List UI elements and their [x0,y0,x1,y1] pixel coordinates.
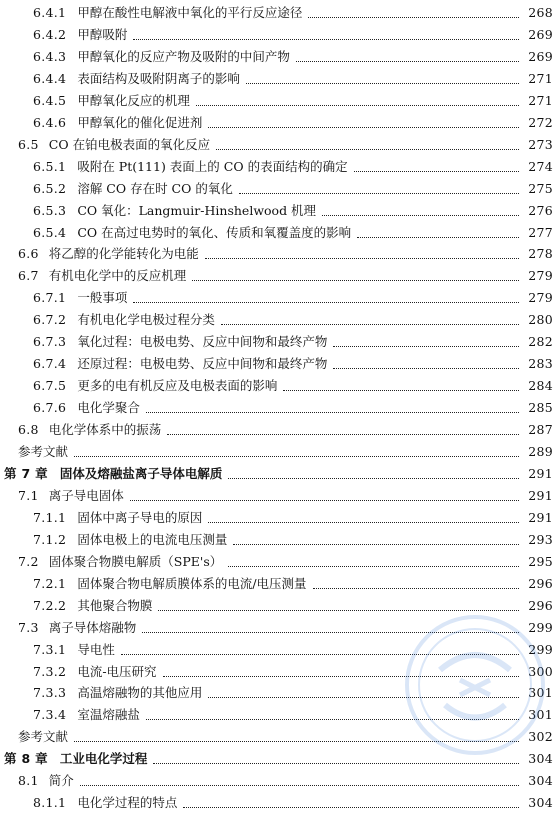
toc-row [0,134,557,156]
toc-page-number: 269 [528,48,553,64]
toc-entry-title: 固体聚合物电解质膜体系的电流/电压测量 [77,575,307,591]
toc-entry-number: 7.2 [18,553,39,569]
toc-entry-title: 固体电极上的电流电压测量 [77,531,228,547]
toc-entry-number: 6.6 [18,246,39,262]
toc-page-number: 304 [528,773,553,789]
dot-leader [153,762,519,764]
toc-page-number: 275 [528,180,553,196]
toc-entry-title: 离子导体熔融物 [48,619,137,635]
toc-references-row [0,726,557,748]
toc-entry-title: 室温熔融盐 [77,707,140,723]
toc-entry-number: 7.3.4 [33,707,67,723]
toc-page-number: 284 [528,378,553,394]
toc-page-number: 299 [528,641,553,657]
dot-leader [208,521,519,523]
toc-entry-title: 参考文献 [18,444,69,459]
toc-entry-title: 还原过程：电极电势、反应中间物和最终产物 [77,356,328,372]
toc-entry-number: 6.4.3 [33,48,67,64]
toc-row [0,112,557,134]
toc-page-number: 277 [528,224,553,240]
toc-entry-number: 6.7.1 [33,290,67,306]
toc-entry-title: CO 在高过电势时的氧化、传质和氧覆盖度的影响 [77,224,352,240]
toc-entry-number: 6.7.2 [33,312,67,328]
toc-chapter-row [0,463,557,485]
toc-entry-title: CO 在铂电极表面的氧化反应 [48,136,211,152]
toc-row [0,90,557,112]
toc-row [0,331,557,353]
toc-page-number: 276 [528,202,553,218]
toc-page-number: 278 [528,246,553,262]
toc-page-number: 293 [528,531,553,547]
toc-entry-number: 6.7.4 [33,356,67,372]
toc-page-number: 287 [528,422,553,438]
dot-leader [192,279,519,281]
dot-leader [74,455,519,457]
toc-entry-title: 导电性 [77,641,115,657]
toc-row [0,24,557,46]
toc-page-number: 301 [528,685,553,701]
toc-entry-title: 固体中离子导电的原因 [77,509,203,525]
toc-entry-number: 6.4.4 [33,70,67,86]
dot-leader [322,214,519,216]
toc-entry-number: 7.3 [18,619,39,635]
dot-leader [228,477,519,479]
toc-row [0,704,557,726]
toc-entry-title: 甲醇吸附 [77,26,128,42]
toc-entry-title: 参考文献 [18,729,69,745]
toc-entry-number: 8.1.1 [33,795,67,811]
toc-row [0,792,557,814]
toc-page-number: 300 [528,663,553,679]
toc-entry-title: 溶解 CO 存在时 CO 的氧化 [77,180,233,196]
toc-row [0,551,557,573]
toc-entry-title: 甲醇氧化反应的机理 [77,92,190,108]
toc-entry-number: 7.3.3 [33,685,67,701]
toc-page-number: 285 [528,400,553,416]
dot-leader [246,82,519,84]
toc-entry-title: 固体及熔融盐离子导体电解质 [59,465,223,481]
dot-leader [333,345,519,347]
toc-page-number: 304 [528,795,553,811]
dot-leader [308,16,519,18]
toc-entry-number: 6.8 [18,422,39,438]
dot-leader [354,170,519,172]
toc-row [0,46,557,68]
dot-leader [196,104,519,106]
toc-row [0,375,557,397]
dot-leader [208,696,519,698]
toc-page-number: 269 [528,26,553,42]
toc-chapter-row [0,748,557,770]
toc-entry-title: 电化学聚合 [77,400,140,416]
toc-page-number: 283 [528,356,553,372]
toc-row [0,529,557,551]
toc-entry-title: 电化学体系中的振荡 [48,422,162,438]
dot-leader [333,367,519,369]
toc-entry-number: 6.7.3 [33,334,67,350]
toc-entry-number: 6.7.6 [33,400,67,416]
toc-page-number: 272 [528,114,553,130]
toc-row [0,573,557,595]
toc-entry-title: CO 氧化：Langmuir-Hinshelwood 机理 [77,202,317,218]
dot-leader [146,411,519,413]
dot-leader [228,565,519,567]
toc-row [0,309,557,331]
toc-entry-number: 6.5.4 [33,224,67,240]
toc-entry-number: 8.1 [18,773,39,789]
dot-leader [183,806,519,808]
toc-entry-title: 一般事项 [77,290,128,306]
toc-entry-title: 离子导电固体 [48,487,124,503]
toc-entry-number: 7.1.1 [33,509,67,525]
toc-entry-number: 6.5.1 [33,158,67,174]
toc-entry-title: 有机电化学电极过程分类 [77,312,215,328]
dot-leader [146,718,519,720]
toc-page-number: 296 [528,575,553,591]
toc-page-number: 299 [528,619,553,635]
toc-page-number: 304 [528,751,553,767]
toc-page-number: 295 [528,553,553,569]
toc-entry-title: 吸附在 Pt(111) 表面上的 CO 的表面结构的确定 [77,158,348,174]
toc-page-number: 302 [528,729,553,745]
toc-row [0,617,557,639]
toc-entry-number: 7.2.1 [33,575,67,591]
toc-page-number: 271 [528,70,553,86]
toc-row [0,156,557,178]
toc-row [0,661,557,683]
dot-leader [142,631,519,633]
toc-row [0,353,557,375]
toc-row [0,507,557,529]
dot-leader [163,675,519,677]
toc-page-number: 271 [528,92,553,108]
toc-entry-number: 6.5 [18,136,39,152]
dot-leader [133,38,519,40]
toc-page-number: 268 [528,5,553,20]
toc-row [0,222,557,244]
toc-entry-title: 工业电化学过程 [59,751,148,767]
toc-row [0,243,557,265]
dot-leader [80,784,519,786]
toc-row [0,265,557,287]
toc-row [0,485,557,507]
toc-entry-number: 第 8 章 [4,751,48,767]
toc-page-number: 279 [528,290,553,306]
toc-entry-title: 固体聚合物膜电解质（SPE's） [48,553,223,569]
toc-entry-title: 更多的电有机反应及电极表面的影响 [77,378,278,394]
dot-leader [233,543,519,545]
toc-entry-number: 6.4.6 [33,114,67,130]
dot-leader [208,126,519,128]
dot-leader [296,60,519,62]
dot-leader [313,587,519,589]
toc-entry-number: 7.1.2 [33,531,67,547]
toc-entry-number: 6.5.3 [33,202,67,218]
toc-row [0,595,557,617]
toc-entry-number: 6.5.2 [33,180,67,196]
toc-page-number: 280 [528,312,553,328]
toc-page-number: 279 [528,268,553,284]
toc-entry-number: 7.3.2 [33,663,67,679]
toc-entry-title: 表面结构及吸附阴离子的影响 [77,70,240,86]
toc-row [0,397,557,419]
dot-leader [216,148,519,150]
toc-entry-title: 电化学过程的特点 [77,795,178,811]
toc-entry-title: 有机电化学中的反应机理 [48,268,187,284]
toc-entry-title: 甲醇在酸性电解液中氧化的平行反应途径 [77,5,303,20]
toc-row [0,2,557,24]
toc-entry-title: 简介 [48,773,74,789]
toc-page-number: 301 [528,707,553,723]
toc-row [0,68,557,90]
toc-row [0,200,557,222]
toc-row [0,287,557,309]
toc-entry-number: 6.4.1 [33,5,67,20]
dot-leader [121,653,519,655]
toc-entry-number: 6.4.5 [33,92,67,108]
toc-entry-title: 氧化过程：电极电势、反应中间物和最终产物 [77,334,328,350]
dot-leader [239,192,519,194]
toc-row [0,770,557,792]
toc-page-number: 289 [528,444,553,459]
dot-leader [205,257,519,259]
toc-page-number: 282 [528,334,553,350]
toc-references-row [0,441,557,463]
toc-entry-number: 第 7 章 [4,465,48,481]
toc-page-number: 274 [528,158,553,174]
dot-leader [158,609,519,611]
toc-entry-title: 电流-电压研究 [77,663,157,679]
toc-entry-title: 甲醇氧化的反应产物及吸附的中间产物 [77,48,290,64]
toc-row [0,639,557,661]
dot-leader [221,323,519,325]
toc-entry-title: 其他聚合物膜 [77,597,153,613]
toc-row [0,178,557,200]
toc-entry-number: 6.7 [18,268,39,284]
toc-entry-title: 甲醇氧化的催化促进剂 [77,114,203,130]
toc-entry-number: 7.1 [18,487,39,503]
toc-entry-number: 6.7.5 [33,378,67,394]
toc-row [0,419,557,441]
dot-leader [283,389,519,391]
toc-page-number: 296 [528,597,553,613]
dot-leader [357,236,519,238]
toc-page-number: 273 [528,136,553,152]
toc-entry-number: 6.4.2 [33,26,67,42]
dot-leader [133,301,519,303]
dot-leader [167,433,519,435]
toc-entry-title: 高温熔融物的其他应用 [77,685,203,701]
toc-page-number: 291 [528,465,553,481]
toc-entry-number: 7.2.2 [33,597,67,613]
toc-row [0,682,557,704]
dot-leader [74,740,519,742]
toc-page-number: 291 [528,509,553,525]
toc-entry-title: 将乙醇的化学能转化为电能 [48,246,199,262]
toc-page-number: 291 [528,487,553,503]
toc-entry-number: 7.3.1 [33,641,67,657]
dot-leader [130,499,519,501]
